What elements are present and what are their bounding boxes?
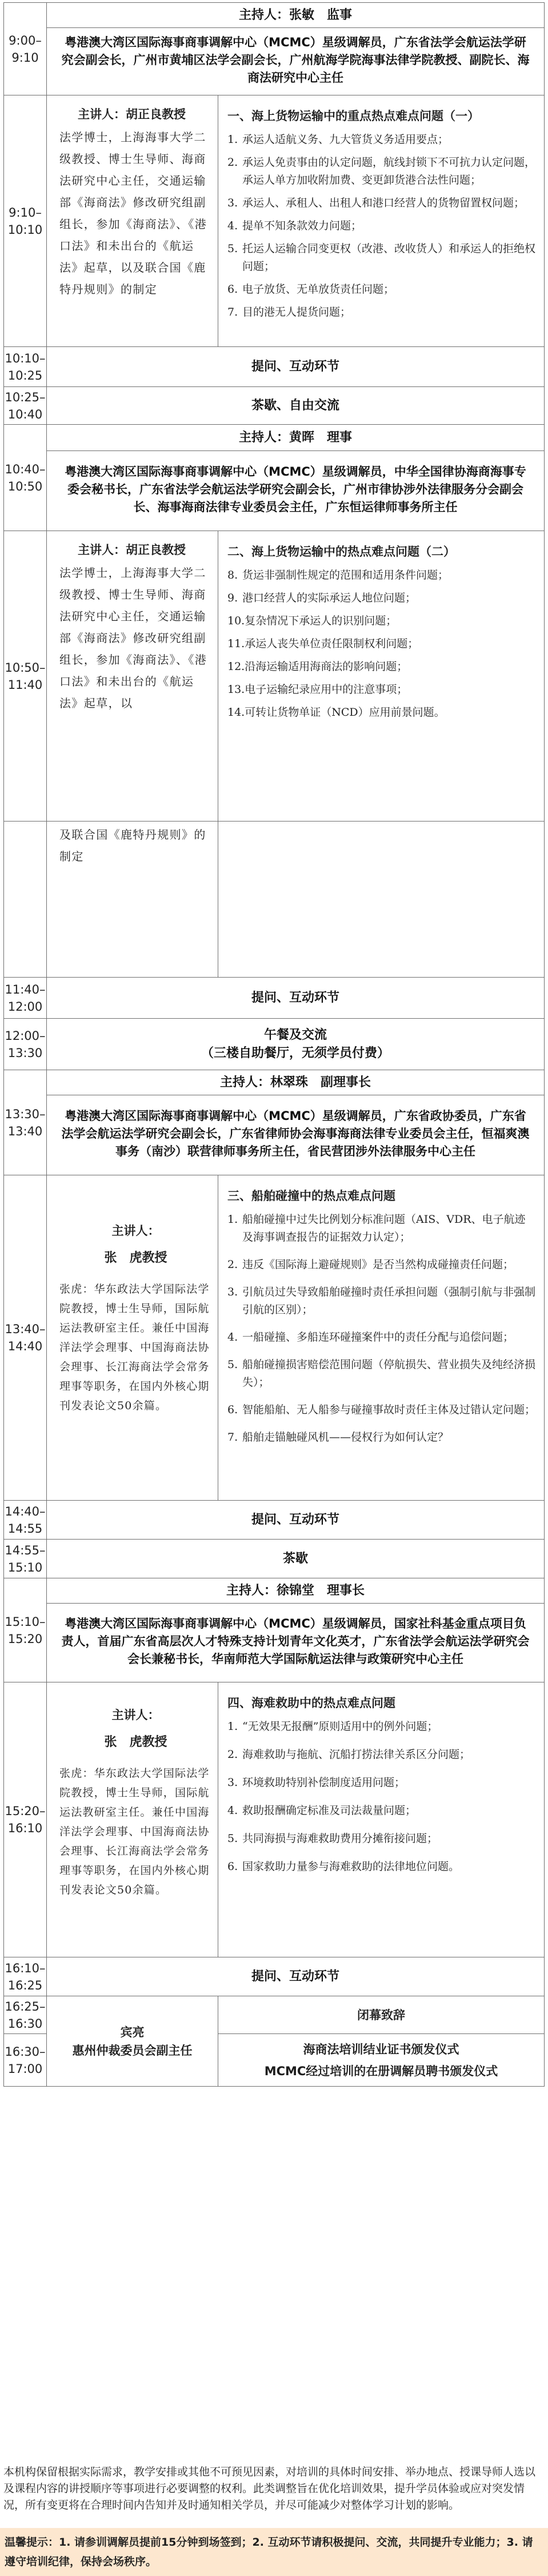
schedule-row (4, 1604, 545, 1682)
topic-number: 7. (227, 306, 238, 318)
schedule-row (4, 1957, 545, 1996)
host-title: 主持人：黄晖 理事 (47, 425, 545, 451)
speaker-name: 主讲人： (111, 1224, 160, 1238)
topic-text: 救助报酬确定标准及司法裁量问题； (242, 1804, 417, 1817)
session-label: 提问、互动环节 (47, 1501, 545, 1540)
schedule-row (4, 978, 545, 1019)
schedule-row (4, 1540, 545, 1578)
topic-number: 8. (227, 569, 238, 581)
session-label: 提问、互动环节 (47, 1957, 545, 1996)
topic-text: 复杂情况下承运人的识别问题； (245, 615, 397, 627)
topic-item (227, 1774, 536, 1792)
speaker-description: 法学博士，上海海事大学二级教授、博士生导师、海商法研究中心主任，交通运输部《海商法》修改研究组副组长，参加《海商法》、《港口法》和未出台的《航运法》起草，以 (59, 566, 207, 710)
topic-item (227, 194, 536, 212)
topic-text: 目的港无人提货问题； (242, 306, 351, 318)
topic-number: 1. (227, 1720, 238, 1733)
time-slot (4, 347, 47, 387)
time-slot (4, 1957, 47, 1996)
topic-number: 1. (227, 1213, 238, 1226)
topic-text: 沿海运输适用海商法的影响问题； (245, 660, 408, 673)
topic-item (227, 281, 536, 298)
topic-text: 承运人丧失单位责任限制权利问题； (245, 637, 419, 650)
topic-text: 违反《国际海上避碰规则》是否当然构成碰撞责任问题； (242, 1258, 514, 1271)
topic-text: 海难救助与拖航、沉船打捞法律关系区分问题； (242, 1748, 471, 1761)
speaker-cell (47, 1682, 218, 1957)
topics-cell (218, 531, 545, 822)
time-slot (4, 978, 47, 1019)
closing-speaker (47, 1996, 218, 2087)
topic-item (227, 567, 536, 584)
speaker-name: 主讲人： (111, 1708, 160, 1722)
host-description: 粤港澳大湾区国际海事商事调解中心（MCMC）星级调解员，国家社科基金重点项目负责人，首届广东省高层次人才特殊支持计划青年文化英才，广东省法学会航运法学研究会会长兼秘书长，华南师范大学国际航运法律与政策研究中心主任 (47, 1604, 545, 1682)
certificate-ceremony: 海商法培训结业证书颁发仪式 (303, 2042, 459, 2056)
topic-heading: 三、船舶碰撞中的热点难点问题 (227, 1189, 395, 1203)
schedule-row (4, 1175, 545, 1501)
topic-number: 6. (227, 283, 238, 296)
topic-text: 承运人适航义务、九大管货义务适用要点； (242, 133, 449, 146)
session-label: 茶歇、自由交流 (47, 387, 545, 425)
speaker-cell (47, 1175, 218, 1501)
schedule-row (4, 1501, 545, 1540)
ceremony-cell (218, 2034, 545, 2087)
speaker-name: 主讲人：胡正良教授 (78, 543, 186, 557)
topic-item (227, 1211, 536, 1246)
host-description: 粤港澳大湾区国际海事商事调解中心（MCMC）星级调解员，中华全国律协海商海事专委会秘书长，广东省法学会航运法学研究会副会长，广州市律协涉外法律服务分会副会长、海事海商法律专业委员会主任，广东恒运律师事务所主任 (47, 451, 545, 531)
schedule-row (4, 347, 545, 387)
topic-number: 10. (227, 615, 245, 627)
topic-number: 6. (227, 1860, 238, 1873)
topic-number: 5. (227, 1358, 238, 1371)
topic-item (227, 1283, 536, 1319)
topic-item (227, 240, 536, 276)
time-slot (4, 95, 47, 347)
topic-text: 电子运输纪录应用中的注意事项； (245, 683, 408, 696)
topic-number: 4. (227, 1804, 238, 1817)
topic-item (227, 658, 536, 676)
speaker-name-title: 张 虎教授 (104, 1735, 167, 1749)
topic-text: 船舶碰撞损害赔偿范围问题（停航损失、营业损失及纯经济损失）； (242, 1358, 536, 1389)
topic-number: 2. (227, 1258, 238, 1271)
schedule-row (4, 1578, 545, 1604)
closing-speaker-text: 宾亮 惠州仲裁委员会副主任 (72, 2025, 193, 2057)
topic-heading: 四、海难救助中的热点难点问题 (227, 1696, 395, 1710)
topic-number: 12. (227, 660, 245, 673)
time-text: 16:25– 16:30 (5, 1999, 46, 2031)
topic-item (227, 1746, 536, 1764)
time-slot (4, 1996, 47, 2034)
topic-item (227, 1329, 536, 1346)
topics-cell (218, 95, 545, 347)
time-slot (4, 1175, 47, 1501)
topic-text: 一船碰撞、多船连环碰撞案件中的责任分配与追偿问题； (242, 1331, 514, 1343)
topic-item (227, 1830, 536, 1848)
host-title: 主持人：林翠珠 副理事长 (47, 1070, 545, 1095)
topic-text: 环境救助特别补偿制度适用问题； (242, 1776, 406, 1789)
topic-item (227, 1858, 536, 1876)
topic-item (227, 131, 536, 149)
speaker-description: 张虎：华东政法大学国际法学院教授，博士生导师，国际航运法教研室主任。兼任中国海洋法学会理事、中国海商法协会理事、长江海商法学会常务理事等职务，在国内外核心期刊发表论文50余篇。 (59, 1767, 210, 1896)
topic-number: 4. (227, 1331, 238, 1343)
topics-cell-empty (218, 822, 545, 978)
topic-heading: 二、海上货物运输中的热点难点问题（二） (227, 545, 455, 559)
topic-number: 9. (227, 592, 238, 604)
speaker-description: 及联合国《鹿特丹规则》的制定 (59, 828, 206, 863)
reminder-text: 温馨提示：1. 请参训调解员提前15分钟到场签到；2. 互动环节请积极提问、交流，共同提升专业能力；3. 请遵守培训纪律，保持会场秩序。 (5, 2536, 533, 2568)
topic-number: 6. (227, 1403, 238, 1416)
topic-text: 电子放货、无单放货责任问题； (242, 283, 395, 296)
topic-text: 可转让货物单证（NCD）应用前景问题。 (245, 706, 445, 719)
time-slot (4, 387, 47, 425)
time-text: 9:00– 9:10 (9, 33, 42, 65)
topic-text: 船舶走锚触碰风机——侵权行为如何认定？ (242, 1431, 449, 1443)
topic-text: 提单不知条款效力问题； (242, 220, 362, 232)
topic-number: 11. (227, 637, 245, 650)
time-slot (4, 3, 47, 95)
speaker-name: 主讲人：胡正良教授 (78, 107, 186, 121)
session-label: 提问、互动环节 (47, 978, 545, 1019)
topic-item (227, 154, 536, 189)
topic-text: 承运人、承租人、出租人和港口经营人的货物留置权问题； (242, 197, 525, 209)
topic-number: 3. (227, 1286, 238, 1298)
topic-item (227, 612, 536, 630)
topic-number: 1. (227, 133, 238, 146)
schedule-row (4, 387, 545, 425)
time-text: 10:50– 11:40 (5, 660, 46, 692)
time-slot-empty (4, 822, 47, 978)
host-title: 主持人：张敏 监事 (47, 3, 545, 28)
speaker-cell (47, 822, 218, 978)
time-slot (4, 1070, 47, 1175)
time-slot (4, 1578, 47, 1682)
time-text: 12:00– 13:30 (5, 1028, 46, 1060)
topic-text: 承运人免责事由的认定问题，航线封锁下不可抗力认定问题，承运人单方加收附加费、变更卸货港合法性问题； (242, 156, 536, 186)
time-text: 9:10– 10:10 (7, 205, 43, 237)
time-slot (4, 531, 47, 822)
topic-number: 3. (227, 197, 238, 209)
time-slot (4, 2034, 47, 2087)
lunch-note: （三楼自助餐厅，无须学员付费） (201, 1046, 390, 1060)
topic-item (227, 1356, 536, 1391)
topic-number: 5. (227, 242, 238, 255)
time-text: 13:40– 14:40 (5, 1322, 46, 1353)
time-text: 10:40– 10:50 (5, 462, 46, 493)
appointment-ceremony: MCMC经过培训的在册调解员聘书颁发仪式 (264, 2064, 498, 2078)
time-text: 10:10– 10:25 (5, 351, 46, 382)
topic-item (227, 1256, 536, 1274)
topic-text: 共同海损与海难救助费用分摊衔接问题； (242, 1832, 438, 1845)
topic-text: 货运非强制性规定的范围和适用条件问题； (242, 569, 449, 581)
time-text: 11:40– 12:00 (5, 982, 46, 1014)
topic-item (227, 1401, 536, 1419)
time-text: 16:10– 16:25 (5, 1961, 46, 1992)
topic-item (227, 704, 536, 721)
time-text: 15:20– 16:10 (5, 1804, 46, 1835)
time-text: 14:55– 15:10 (5, 1543, 46, 1574)
topic-item (227, 635, 536, 653)
topic-item (227, 1429, 536, 1446)
topic-text: 国家救助力量参与海难救助的法律地位问题。 (242, 1860, 460, 1873)
time-slot (4, 1501, 47, 1540)
topic-item (227, 1802, 536, 1820)
schedule-row (4, 3, 545, 28)
speaker-cell (47, 531, 218, 822)
time-text: 13:30– 13:40 (5, 1107, 46, 1138)
time-slot (4, 425, 47, 531)
schedule-row (4, 95, 545, 347)
schedule-row (4, 822, 545, 978)
topic-text: 港口经营人的实际承运人地位问题； (242, 592, 417, 604)
schedule-row (4, 531, 545, 822)
topic-number: 3. (227, 1776, 238, 1789)
topic-number: 13. (227, 683, 245, 696)
topic-text: “无效果无报酬”原则适用中的例外问题； (242, 1720, 438, 1733)
host-description: 粤港澳大湾区国际海事商事调解中心（MCMC）星级调解员，广东省法学会航运法学研究会副会长，广州市黄埔区法学会副会长，广州航海学院海事法律学院教授、副院长、海商法研究中心主任 (47, 28, 545, 95)
schedule-row (4, 28, 545, 95)
topic-item (227, 1718, 536, 1736)
time-text: 10:25– 10:40 (5, 390, 46, 421)
topic-text: 引航员过失导致船舶碰撞时责任承担问题（强制引航与非强制引航的区别）； (242, 1286, 536, 1316)
topic-item (227, 589, 536, 607)
time-text: 15:10– 15:20 (5, 1614, 46, 1646)
host-title: 主持人：徐锦堂 理事长 (47, 1578, 545, 1604)
topic-number: 7. (227, 1431, 238, 1443)
schedule-table (3, 2, 545, 2087)
session-label: 提问、互动环节 (47, 347, 545, 387)
topic-number: 4. (227, 220, 238, 232)
speaker-name-title: 张 虎教授 (104, 1251, 167, 1265)
footnote: 本机构保留根据实际需求，教学安排或其他不可预见因素，对培训的具体时间安排、举办地点、授课导师人选以及课程内容的讲授顺序等事项进行必要调整的权利。此类调整旨在优化培训效果，提升学员体验或应对突发情况，所有变更将在合理时间内告知并及时通知相关学员，并尽可能减少对整体学习计划的影响。 (3, 2466, 536, 2511)
schedule-row (4, 1070, 545, 1095)
topic-item (227, 217, 536, 235)
schedule-row (4, 451, 545, 531)
topic-number: 14. (227, 706, 245, 719)
time-slot (4, 1019, 47, 1070)
lunch-label: 午餐及交流 (264, 1027, 327, 1042)
schedule-row (4, 425, 545, 451)
schedule-row (4, 1682, 545, 1957)
topics-cell (218, 1175, 545, 1501)
topic-number: 5. (227, 1832, 238, 1845)
schedule-row (4, 1996, 545, 2034)
session-label (47, 1019, 545, 1070)
topic-text: 智能船舶、无人船参与碰撞事故时责任主体及过错认定问题； (242, 1403, 536, 1416)
session-label: 茶歇 (47, 1540, 545, 1578)
topic-heading: 一、海上货物运输中的重点热点难点问题（一） (227, 109, 479, 123)
closing-speech: 闭幕致辞 (218, 1996, 545, 2034)
speaker-cell (47, 95, 218, 347)
speaker-description: 法学博士，上海海事大学二级教授、博士生导师、海商法研究中心主任，交通运输部《海商法》修改研究组副组长，参加《海商法》、《港口法》和未出台的《航运法》起草，以及联合国《鹿特丹规则》的制定 (59, 130, 207, 296)
time-text: 14:40– 14:55 (5, 1504, 46, 1536)
reminder-banner (0, 2528, 548, 2576)
time-slot (4, 1540, 47, 1578)
topic-item (227, 304, 536, 321)
topic-number: 2. (227, 1748, 238, 1761)
topic-number: 2. (227, 156, 238, 169)
topic-text: 船舶碰撞中过失比例划分标准问题（AIS、VDR、电子航迹及海事调查报告的证据效力认定）； (242, 1213, 526, 1243)
schedule-row (4, 1019, 545, 1070)
time-text: 16:30– 17:00 (5, 2044, 46, 2076)
topics-cell (218, 1682, 545, 1957)
schedule-row (4, 1095, 545, 1175)
speaker-description: 张虎：华东政法大学国际法学院教授，博士生导师，国际航运法教研室主任。兼任中国海洋法学会理事、中国海商法协会理事、长江海商法学会常务理事等职务，在国内外核心期刊发表论文50余篇。 (59, 1283, 210, 1412)
time-slot (4, 1682, 47, 1957)
topic-item (227, 681, 536, 699)
host-description: 粤港澳大湾区国际海事商事调解中心（MCMC）星级调解员，广东省政协委员，广东省法学会航运法学研究会副会长，广东省律师协会海事海商法律专业委员会主任，恒福爽澳事务（南沙）联营律师事务所主任，省民营团涉外法律服务中心主任 (47, 1095, 545, 1175)
topic-text: 托运人运输合同变更权（改港、改收货人）和承运人的拒绝权问题； (242, 242, 536, 273)
